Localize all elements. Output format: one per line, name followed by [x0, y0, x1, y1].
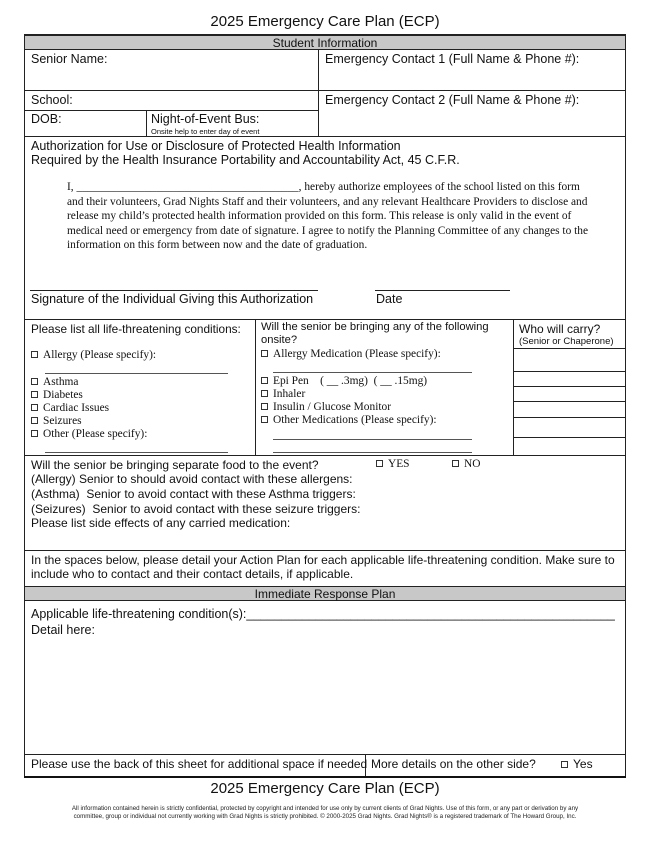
back-of-sheet-note: Please use the back of this sheet for additional space if needed	[31, 757, 368, 771]
date-label: Date	[376, 292, 403, 306]
authorizer-name-blank[interactable]: _______________________________________	[76, 181, 299, 193]
allergy-checkbox[interactable]	[31, 351, 38, 358]
student-info-header: Student Information	[25, 35, 625, 50]
emergency-contact-2-field[interactable]: Emergency Contact 2 (Full Name & Phone #):	[325, 93, 580, 107]
carry-header: Who will carry?	[519, 322, 601, 336]
asthma-checkbox[interactable]	[31, 378, 38, 385]
carry-row	[513, 348, 626, 349]
dob-field[interactable]: DOB:	[31, 112, 62, 126]
row-divider	[24, 754, 626, 755]
onsite-inhaler[interactable]: Inhaler	[261, 388, 305, 400]
allergy-medication-line[interactable]	[273, 372, 472, 373]
food-no-option[interactable]: NO	[452, 458, 480, 470]
asthma-triggers-field[interactable]: (Asthma) Senior to avoid contact with these Asthma triggers:	[31, 487, 356, 501]
epi-pen-checkbox[interactable]	[261, 377, 268, 384]
seizure-triggers-field[interactable]: (Seizures) Senior to avoid contact with these seizure triggers:	[31, 502, 361, 516]
row-divider	[24, 90, 626, 91]
allergy-medication-checkbox[interactable]	[261, 350, 268, 357]
carry-row	[513, 401, 626, 402]
footer-title: 2025 Emergency Care Plan (ECP)	[210, 780, 440, 797]
authorization-text: I, _______________________________________, hereby authorize employees of the school listed on this form and their volunteers, Grad Nights Staff and their volunteers, and any relevant Healthcare Providers to disclose and release my child’s protected health information provided on this form. This release is only valid in the event of medical need or emergency from date of signature. I agree to notify the Planning Committee of any changes to the information on this form between now and the date of graduation.	[67, 181, 589, 252]
carry-row	[513, 437, 626, 438]
signature-line[interactable]	[30, 290, 318, 291]
form-title: 2025 Emergency Care Plan (ECP)	[210, 13, 440, 30]
allergy-triggers-field[interactable]: (Allergy) Senior to should avoid contact with these allergens:	[31, 472, 353, 486]
other-medications-line[interactable]	[273, 452, 472, 453]
row-divider	[24, 136, 626, 137]
more-details-yes[interactable]: Yes	[561, 757, 593, 771]
other-medications-line[interactable]	[273, 439, 472, 440]
conditions-divider	[255, 319, 256, 455]
signature-label: Signature of the Individual Giving this Authorization	[31, 292, 314, 306]
applicable-condition-field[interactable]: Applicable life-threatening condition(s):_____________________________________________________	[31, 607, 615, 621]
condition-cardiac[interactable]: Cardiac Issues	[31, 402, 109, 414]
other-specify-line[interactable]	[45, 452, 228, 453]
student-info-divider	[318, 50, 319, 136]
bottom-rule	[24, 776, 626, 778]
dob-divider	[146, 110, 147, 136]
row-divider	[24, 455, 626, 456]
other-medications-checkbox[interactable]	[261, 416, 268, 423]
immediate-response-header: Immediate Response Plan	[25, 586, 625, 601]
row-divider	[24, 110, 318, 111]
carry-subheader: (Senior or Chaperone)	[519, 336, 614, 347]
condition-asthma[interactable]: Asthma	[31, 376, 78, 388]
carry-row	[513, 386, 626, 387]
onsite-epi-pen[interactable]: Epi Pen ( __ .3mg) ( __ .15mg)	[261, 375, 427, 387]
insulin-checkbox[interactable]	[261, 403, 268, 410]
condition-diabetes[interactable]: Diabetes	[31, 389, 83, 401]
carry-row	[513, 371, 626, 372]
row-divider	[24, 550, 626, 551]
senior-name-field[interactable]: Senior Name:	[31, 52, 108, 66]
onsite-other-medications[interactable]: Other Medications (Please specify):	[261, 414, 437, 426]
carry-row	[513, 417, 626, 418]
cardiac-checkbox[interactable]	[31, 404, 38, 411]
inhaler-checkbox[interactable]	[261, 390, 268, 397]
food-yes-checkbox[interactable]	[376, 460, 383, 467]
school-field[interactable]: School:	[31, 93, 73, 107]
more-details-question: More details on the other side?	[371, 757, 536, 771]
diabetes-checkbox[interactable]	[31, 391, 38, 398]
bus-field[interactable]: Night-of-Event Bus:	[151, 112, 260, 126]
onsite-allergy-medication[interactable]: Allergy Medication (Please specify):	[261, 348, 441, 360]
condition-seizures[interactable]: Seizures	[31, 415, 82, 427]
food-no-checkbox[interactable]	[452, 460, 459, 467]
condition-allergy[interactable]: Allergy (Please specify):	[31, 349, 156, 361]
action-plan-instructions: In the spaces below, please detail your Action Plan for each applicable life-threatening condition. Make sure to include who to contact and their contact details, if applicable.	[31, 553, 615, 581]
condition-other[interactable]: Other (Please specify):	[31, 428, 147, 440]
authorization-subheading: Required by the Health Insurance Portability and Accountability Act, 45 C.F.R.	[31, 153, 460, 167]
authorization-heading: Authorization for Use or Disclosure of Protected Health Information	[31, 139, 401, 153]
allergy-specify-line[interactable]	[45, 373, 228, 374]
footer-legal: All information contained herein is strictly confidential, protected by copyright and intended for use only by current clients of Grad Nights. Use of this form, or any part or derivation by any committee, group or individual not currently working with Grad Nights is strictly prohibited. © 2000-2025 Grad Nights. Grad Nights® is a registered trademark of The Howard Group, Inc.	[71, 805, 579, 820]
food-yes-option[interactable]: YES	[376, 458, 410, 470]
carry-divider	[513, 319, 514, 455]
more-details-checkbox[interactable]	[561, 761, 568, 768]
detail-field[interactable]: Detail here:	[31, 623, 95, 637]
conditions-header: Please list all life-threatening conditions:	[31, 322, 241, 336]
onsite-insulin[interactable]: Insulin / Glucose Monitor	[261, 401, 391, 413]
separate-food-question: Will the senior be bringing separate food to the event?	[31, 458, 319, 472]
onsite-header: Will the senior be bringing any of the following onsite?	[261, 321, 489, 346]
other-checkbox[interactable]	[31, 430, 38, 437]
seizures-checkbox[interactable]	[31, 417, 38, 424]
date-line[interactable]	[375, 290, 510, 291]
emergency-contact-1-field[interactable]: Emergency Contact 1 (Full Name & Phone #):	[325, 52, 580, 66]
row-divider	[24, 319, 626, 320]
applicable-condition-line[interactable]: _____________________________________________________	[246, 607, 615, 621]
side-effects-field[interactable]: Please list side effects of any carried medication:	[31, 516, 291, 530]
bus-note: Onsite help to enter day of event	[151, 127, 260, 136]
